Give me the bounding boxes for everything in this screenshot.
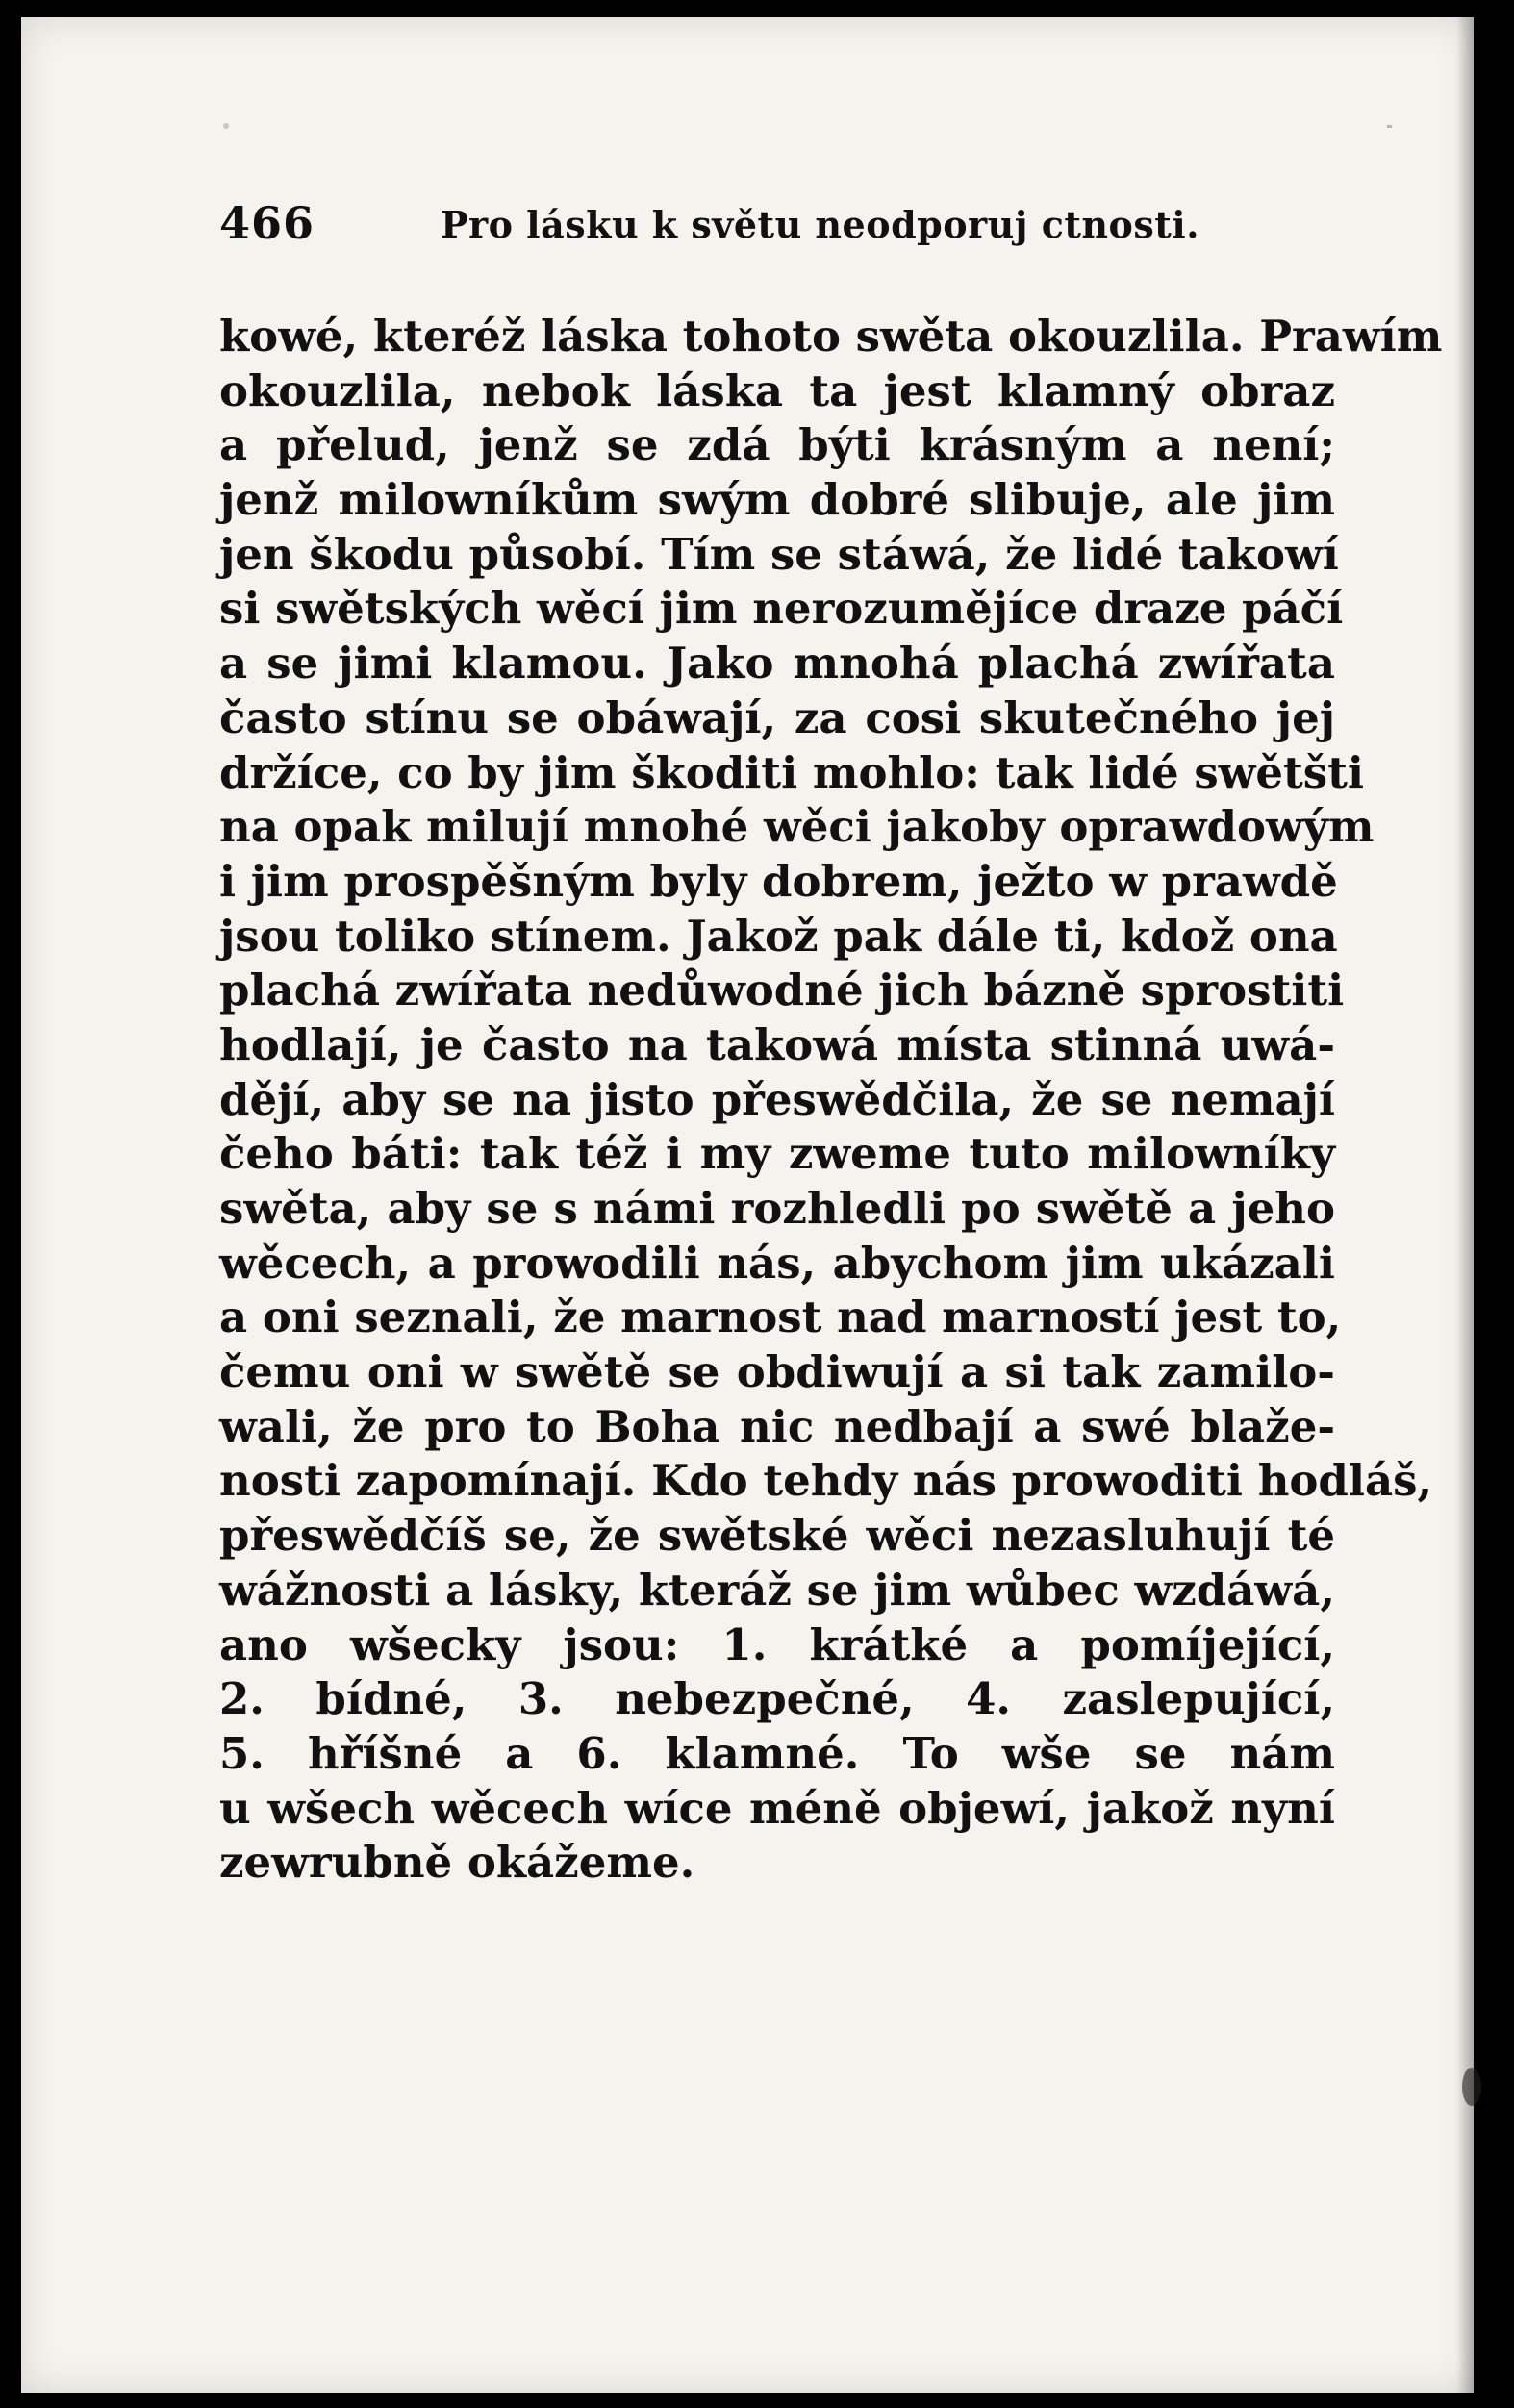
page-header bbox=[219, 197, 1277, 264]
text-line: hodlají, je často na takowá místa stinná uwá- bbox=[219, 1018, 1335, 1070]
text-line: dějí, aby se na jisto přeswědčila, že se nemají bbox=[219, 1073, 1335, 1125]
text-line: jen škodu působí. Tím se stáwá, že lidé takowí bbox=[219, 528, 1339, 580]
body-text bbox=[219, 310, 1443, 1891]
text-line: a přelud, jenž se zdá býti krásným a není; bbox=[219, 419, 1335, 471]
text-line: přeswědčíš se, že swětské wěci nezasluhují té bbox=[219, 1510, 1335, 1562]
text-line: čeho báti: tak též i my zweme tuto milowníky bbox=[219, 1128, 1335, 1180]
text-line: jsou toliko stínem. Jakož pak dále ti, kdož ona bbox=[219, 910, 1338, 962]
text-line: u wšech wěcech wíce méně objewí, jakož nyní bbox=[219, 1782, 1335, 1834]
text-line: kowé, kteréž láska tohoto swěta okouzlila. Prawím bbox=[219, 311, 1443, 362]
text-line: čemu oni w swětě se obdiwují a si tak zamilo- bbox=[219, 1346, 1335, 1398]
text-line: na opak milují mnohé wěci jakoby oprawdowým bbox=[219, 801, 1375, 853]
text-line: i jim prospěšným byly dobrem, ježto w prawdě bbox=[219, 855, 1338, 907]
text-line: okouzlila, nebok láska ta jest klamný obraz bbox=[219, 364, 1335, 416]
text-line: wážnosti a lásky, kteráž se jim wůbec wzdáwá, bbox=[219, 1564, 1335, 1616]
text-line: plachá zwířata nedůwodné jich bázně sprostiti bbox=[219, 965, 1345, 1016]
text-line: často stínu se obáwají, za cosi skutečného jej bbox=[219, 691, 1335, 743]
text-line: wali, že pro to Boha nic nedbají a swé blaže- bbox=[219, 1400, 1335, 1452]
text-line: si swětských wěcí jim nerozumějíce draze páčí bbox=[219, 583, 1344, 635]
speck bbox=[223, 123, 229, 129]
binding-mark bbox=[1462, 2068, 1481, 2106]
text-line: nosti zapomínají. Kdo tehdy nás prowoditi hodláš, bbox=[219, 1455, 1433, 1507]
text-line: držíce, co by jim škoditi mohlo: tak lidé swětšti bbox=[219, 746, 1365, 798]
text-line: wěcech, a prowodili nás, abychom jim ukázali bbox=[219, 1237, 1335, 1289]
running-title: Pro lásku k světu neodporuj ctnosti. bbox=[441, 203, 1199, 246]
text-line: a oni seznali, že marnost nad marností jest to, bbox=[219, 1292, 1342, 1343]
page-edge-shadow bbox=[1456, 17, 1474, 2393]
text-line: swěta, aby se s námi rozhledli po swětě a jeho bbox=[219, 1183, 1335, 1234]
text-line: 5. hříšné a 6. klamné. To wše se nám bbox=[219, 1727, 1335, 1779]
page-number: 466 bbox=[219, 197, 315, 249]
text-line: zewrubně okážeme. bbox=[219, 1837, 695, 1889]
text-line: 2. bídné, 3. nebezpečné, 4. zaslepující, bbox=[219, 1673, 1335, 1725]
speck bbox=[1387, 125, 1392, 128]
text-line: ano wšecky jsou: 1. krátké a pomíjející, bbox=[219, 1618, 1335, 1670]
text-line: a se jimi klamou. Jako mnohá plachá zwířata bbox=[219, 638, 1335, 690]
text-line: jenž milowníkům swým dobré slibuje, ale jim bbox=[219, 474, 1335, 526]
